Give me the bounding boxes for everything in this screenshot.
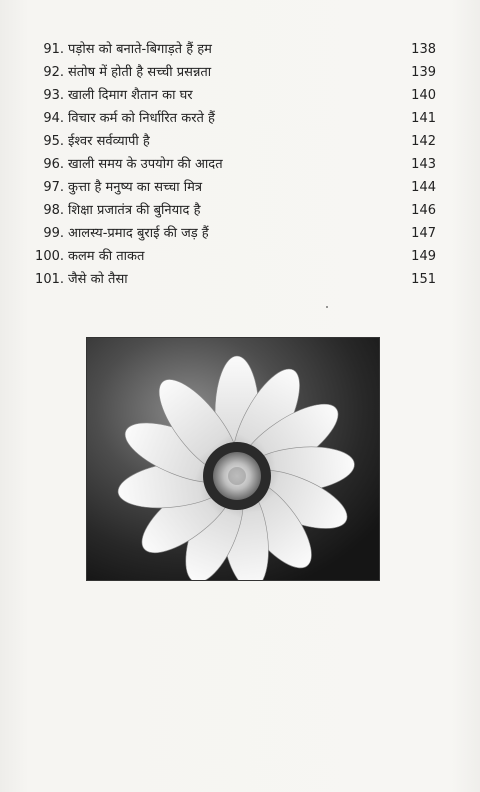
toc-entry-page: 149 <box>411 249 436 264</box>
toc-entry <box>24 199 436 222</box>
toc-entry <box>24 268 436 291</box>
toc-entry-title: आलस्य-प्रमाद बुराई की जड़ हैं <box>68 226 209 241</box>
toc-entry <box>24 176 436 199</box>
toc-entry-title: खाली दिमाग शैतान का घर <box>68 88 193 103</box>
toc-entry-page: 138 <box>411 42 436 57</box>
toc-entry <box>24 245 436 268</box>
toc-entry-number: 99. <box>43 226 64 241</box>
toc-entry-page: 141 <box>411 111 436 126</box>
toc-entry-page: 146 <box>411 203 436 218</box>
toc-entry-title: जैसे को तैसा <box>68 272 128 287</box>
toc-entry-number: 100. <box>35 249 64 264</box>
toc-entry-title: कलम की ताकत <box>68 249 145 264</box>
toc-entry-number: 92. <box>43 65 64 80</box>
toc-entry <box>24 84 436 107</box>
toc-entry <box>24 222 436 245</box>
flower-photo <box>87 338 379 580</box>
toc-entry-page: 147 <box>411 226 436 241</box>
ink-speck <box>326 306 328 308</box>
toc-entry-title: कुत्ता है मनुष्य का सच्चा मित्र <box>68 180 203 195</box>
toc-entry-number: 98. <box>43 203 64 218</box>
table-of-contents <box>24 38 436 291</box>
toc-entry-number: 94. <box>43 111 64 126</box>
toc-entry-page: 139 <box>411 65 436 80</box>
toc-entry-title: संतोष में होती है सच्ची प्रसन्नता <box>68 65 212 80</box>
toc-entry-page: 140 <box>411 88 436 103</box>
toc-entry <box>24 107 436 130</box>
toc-entry-number: 101. <box>35 272 64 287</box>
toc-entry-number: 95. <box>43 134 64 149</box>
toc-entry-number: 97. <box>43 180 64 195</box>
toc-entry <box>24 130 436 153</box>
toc-entry-title: विचार कर्म को निर्धारित करते हैं <box>68 111 215 126</box>
toc-entry-title: शिक्षा प्रजातंत्र की बुनियाद है <box>68 203 201 218</box>
toc-entry-number: 91. <box>43 42 64 57</box>
flower-illustration <box>87 338 379 580</box>
toc-entry-page: 143 <box>411 157 436 172</box>
toc-entry-title: ईश्वर सर्वव्यापी है <box>68 134 150 149</box>
toc-entry-number: 96. <box>43 157 64 172</box>
toc-entry <box>24 38 436 61</box>
toc-entry-page: 142 <box>411 134 436 149</box>
toc-entry <box>24 153 436 176</box>
toc-entry <box>24 61 436 84</box>
toc-entry-page: 151 <box>411 272 436 287</box>
toc-entry-number: 93. <box>43 88 64 103</box>
toc-entry-page: 144 <box>411 180 436 195</box>
toc-entry-title: खाली समय के उपयोग की आदत <box>68 157 223 172</box>
toc-entry-title: पड़ोस को बनाते-बिगाड़ते हैं हम <box>68 42 212 57</box>
